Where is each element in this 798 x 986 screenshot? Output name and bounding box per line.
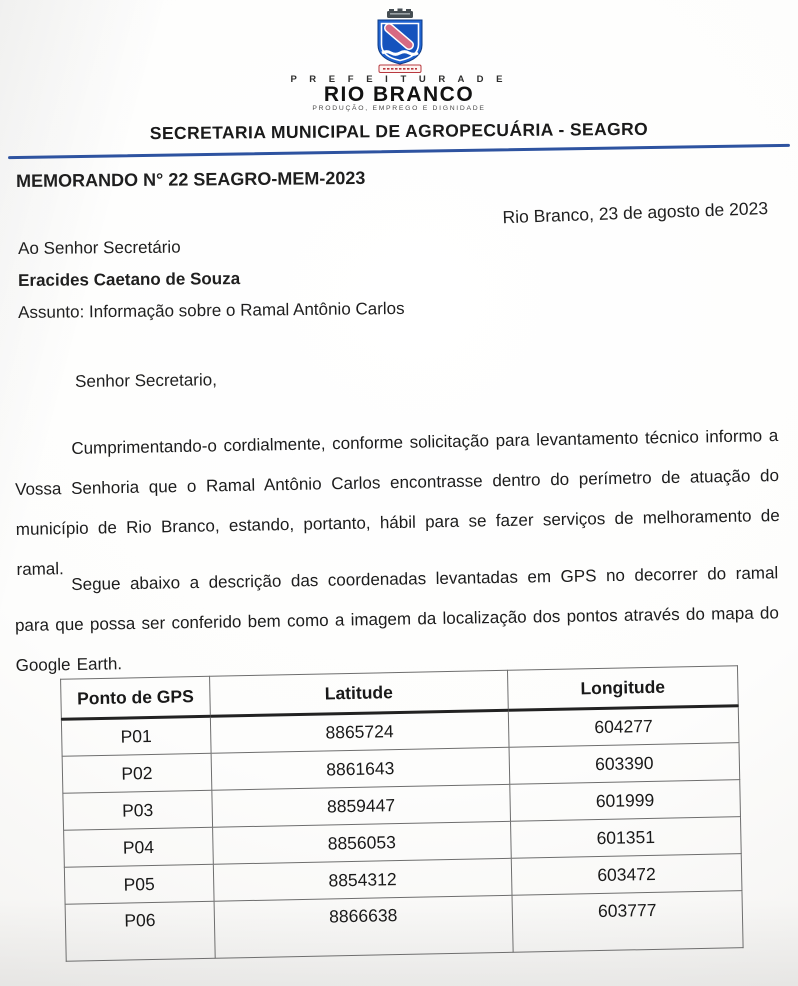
longitude-cell: 603777 <box>512 891 743 953</box>
longitude-cell: 601351 <box>510 817 741 859</box>
latitude-cell: 8859447 <box>212 784 511 827</box>
body-paragraph-1: Cumprimentando-o cordialmente, conforme solicitação para levantamento técnico informo a Vossa Senhoria que o Ramal Antônio Carlos encontrasse dentro do perímetro de atuação do município de Rio Branco, estando, portanto, hábil para se fazer serviços de melhoramento de ramal. <box>14 425 780 579</box>
gps-point-cell: P01 <box>61 716 211 756</box>
gps-point-cell: P05 <box>64 864 214 904</box>
department-header: SECRETARIA MUNICIPAL DE AGROPECUÁRIA - SEAGRO <box>149 118 649 144</box>
subject-line: Assunto: Informação sobre o Ramal Antônio Carlos <box>18 298 405 322</box>
brand-block <box>0 74 798 112</box>
addressee-salutation: Ao Senhor Secretário <box>18 237 181 258</box>
gps-coordinates-table <box>60 665 744 962</box>
longitude-cell: 603472 <box>511 854 742 896</box>
brand-tagline: PRODUÇÃO, EMPREGO E DIGNIDADE <box>312 105 486 112</box>
rio-branco-crest-icon <box>362 8 438 74</box>
longitude-cell: 603390 <box>509 743 740 785</box>
latitude-cell: 8854312 <box>213 858 512 901</box>
crest-ribbon <box>379 65 421 73</box>
header-cell-ponto: Ponto de GPS <box>61 676 211 719</box>
addressee-name: Eracides Caetano de Souza <box>18 269 241 290</box>
memo-number: MEMORANDO N° 22 SEAGRO-MEM-2023 <box>16 167 366 191</box>
brand-title: RIO BRANCO <box>323 83 475 106</box>
longitude-cell: 604277 <box>508 706 739 748</box>
greeting: Senhor Secretario, <box>75 370 217 391</box>
longitude-cell: 601999 <box>510 780 741 822</box>
latitude-cell: 8856053 <box>213 821 512 864</box>
latitude-cell: 8861643 <box>211 747 510 790</box>
latitude-cell: 8865724 <box>210 710 509 753</box>
brand-pretitle: P R E F E I T U R A D E <box>290 74 508 85</box>
latitude-cell: 8866638 <box>214 895 513 958</box>
crest-crown <box>387 9 413 19</box>
header-rule <box>8 144 790 159</box>
gps-point-cell: P06 <box>65 901 215 961</box>
gps-point-cell: P04 <box>64 827 214 867</box>
body-paragraph-2: Segue abaixo a descrição das coordenadas levantadas em GPS no decorrer do ramal para que possa ser conferido bem como a imagem da localização dos pontos através do mapa do Google Earth. <box>14 563 780 675</box>
header-cell-longitude: Longitude <box>507 666 738 711</box>
gps-point-cell: P03 <box>63 790 213 830</box>
table-row <box>65 891 743 962</box>
gps-point-cell: P02 <box>62 753 212 793</box>
date-line: Rio Branco, 23 de agosto de 2023 <box>502 198 769 228</box>
header-cell-latitude: Latitude <box>209 670 508 716</box>
